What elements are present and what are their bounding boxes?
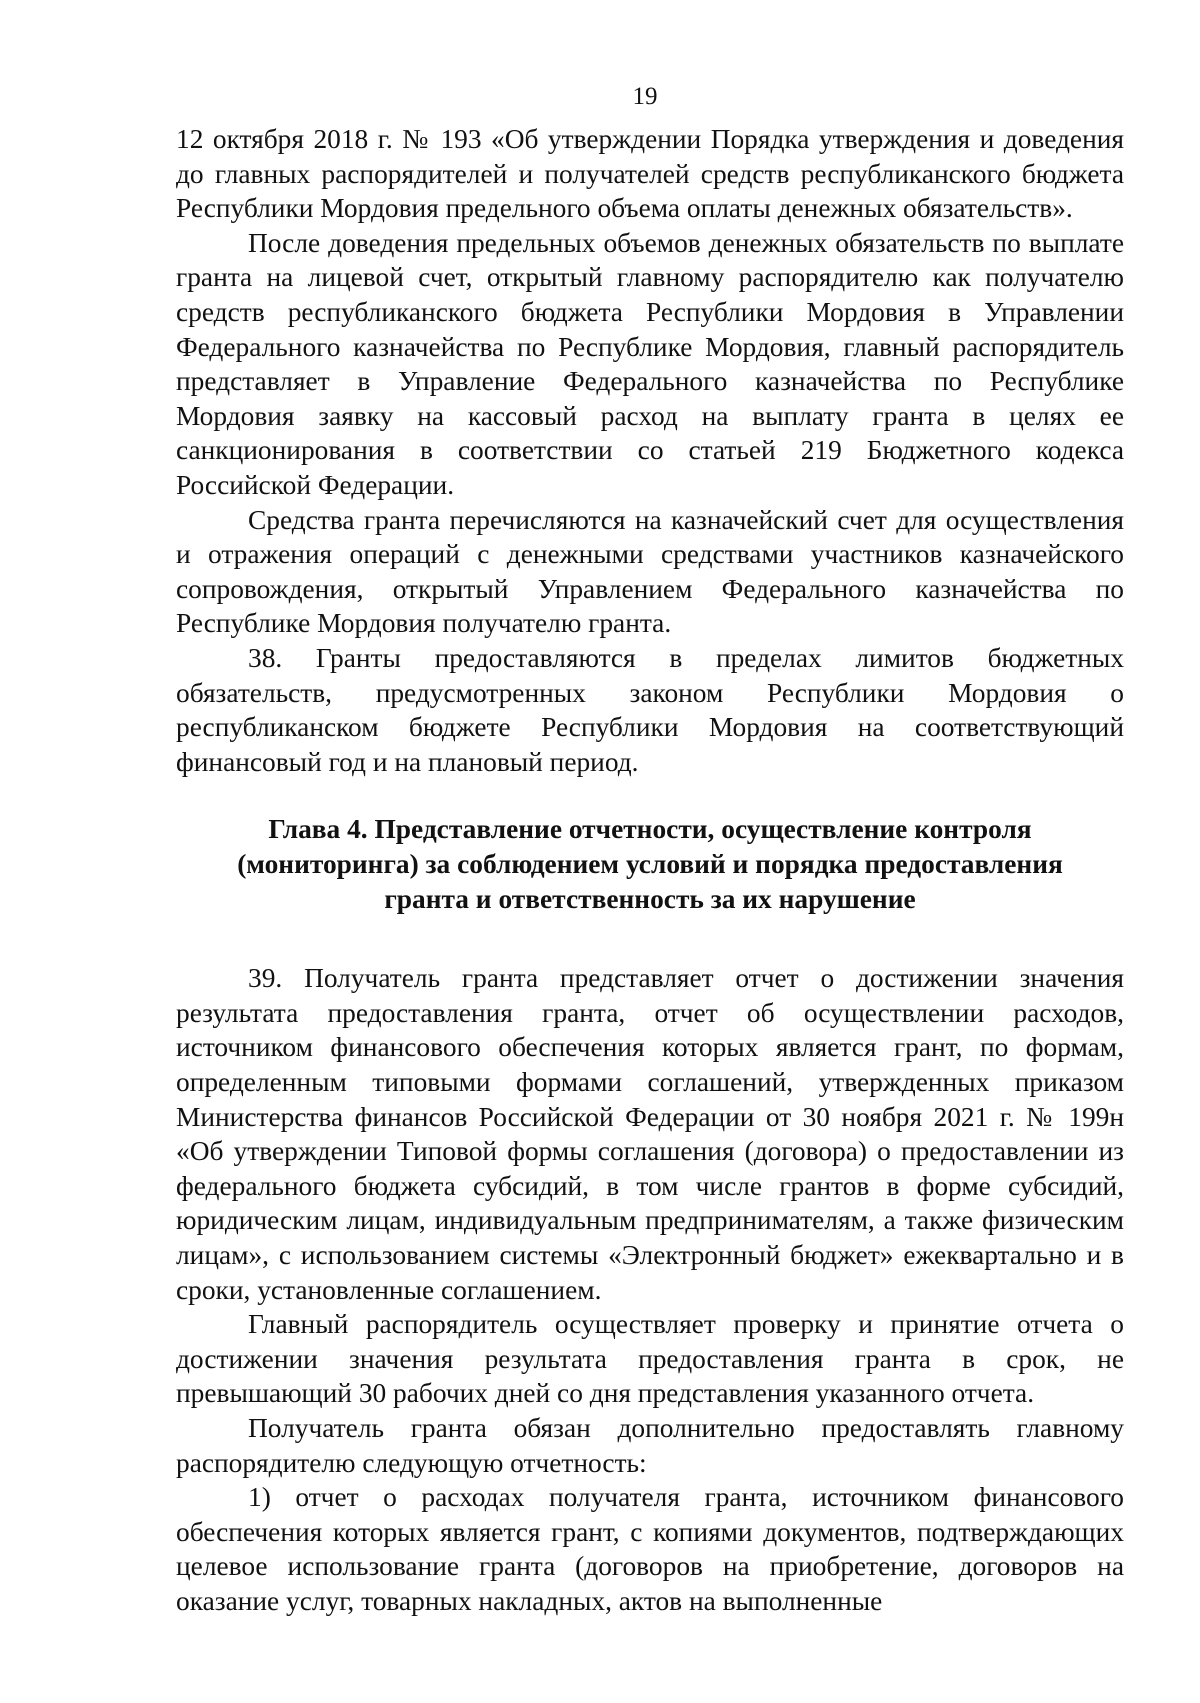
paragraph-item-39: 39. Получатель гранта представляет отчет о достижении значения результата предоставления гранта, отчет об осуществлении расходов, источником финансового обеспечения которых является грант, по формам, определенным типовыми формами соглашений, утвержденных приказом Министерства финансов Российской Федерации от 30 ноября 2021 г. № 199н «Об утверждении Типовой формы соглашения (договора) о предоставлении из федерального бюджета субсидий, в том числе грантов в форме субсидий, юридическим лицам, индивидуальным предпринимателям, а также физическим лицам», с использованием системы «Электронный бюджет» ежеквартально и в сроки, установленные соглашением. [176,963,1124,1305]
paragraph-item-38: 38. Гранты предоставляются в пределах лимитов бюджетных обязательств, предусмотренных законом Республики Мордовия о республиканском бюджете Республики Мордовия на соответствующий финансовый год и на плановый период. [176,642,1124,777]
paragraph-report-verification: Главный распорядитель осуществляет проверку и принятие отчета о достижении значения результата предоставления гранта в срок, не превышающий 30 рабочих дней со дня представления указанного отчета. [176,1309,1124,1409]
chapter-heading-line: (мониторинга) за соблюдением условий и порядка предоставления [237,849,1063,880]
paragraph-subitem-1: 1) отчет о расходах получателя гранта, источником финансового обеспечения которых является грант, с копиями документов, подтверждающих целевое использование гранта (договоров на приобретение, договоров на оказание услуг, товарных накладных, актов на выполненные [176,1482,1124,1616]
document-body [176,122,1124,1619]
page-number: 19 [632,83,658,110]
paragraph-grant-transfer: Средства гранта перечисляются на казначейский счет для осуществления и отражения операций с денежными средствами участников казначейского сопровождения, открытый Управлением Федерального казначейства по Республике Мордовия получателю гранта. [176,504,1124,639]
chapter-heading [176,812,1124,917]
paragraph-order-reference: 12 октября 2018 г. № 193 «Об утверждении Порядка утверждения и доведения до главных распорядителей и получателей средств республиканского бюджета Республики Мордовия предельного объема оплаты денежных обязательств». [176,124,1124,224]
paragraph-additional-reporting: Получатель гранта обязан дополнительно предоставлять главному распорядителю следующую отчетность: [176,1413,1124,1478]
paragraph-treasury-application: После доведения предельных объемов денежных обязательств по выплате гранта на лицевой счет, открытый главному распорядителю как получателю средств республиканского бюджета Республики Мордовия в Управлении Федерального казначейства по Республике Мордовия, главный распорядитель представляет в Управление Федерального казначейства по Республике Мордовия заявку на кассовый расход на выплату гранта в целях ее санкционирования в соответствии со статьей 219 Бюджетного кодекса Российской Федерации. [176,227,1124,500]
chapter-heading-line: Глава 4. Представление отчетности, осуществление контроля [268,814,1032,845]
chapter-heading-line: гранта и ответственность за их нарушение [384,884,916,915]
